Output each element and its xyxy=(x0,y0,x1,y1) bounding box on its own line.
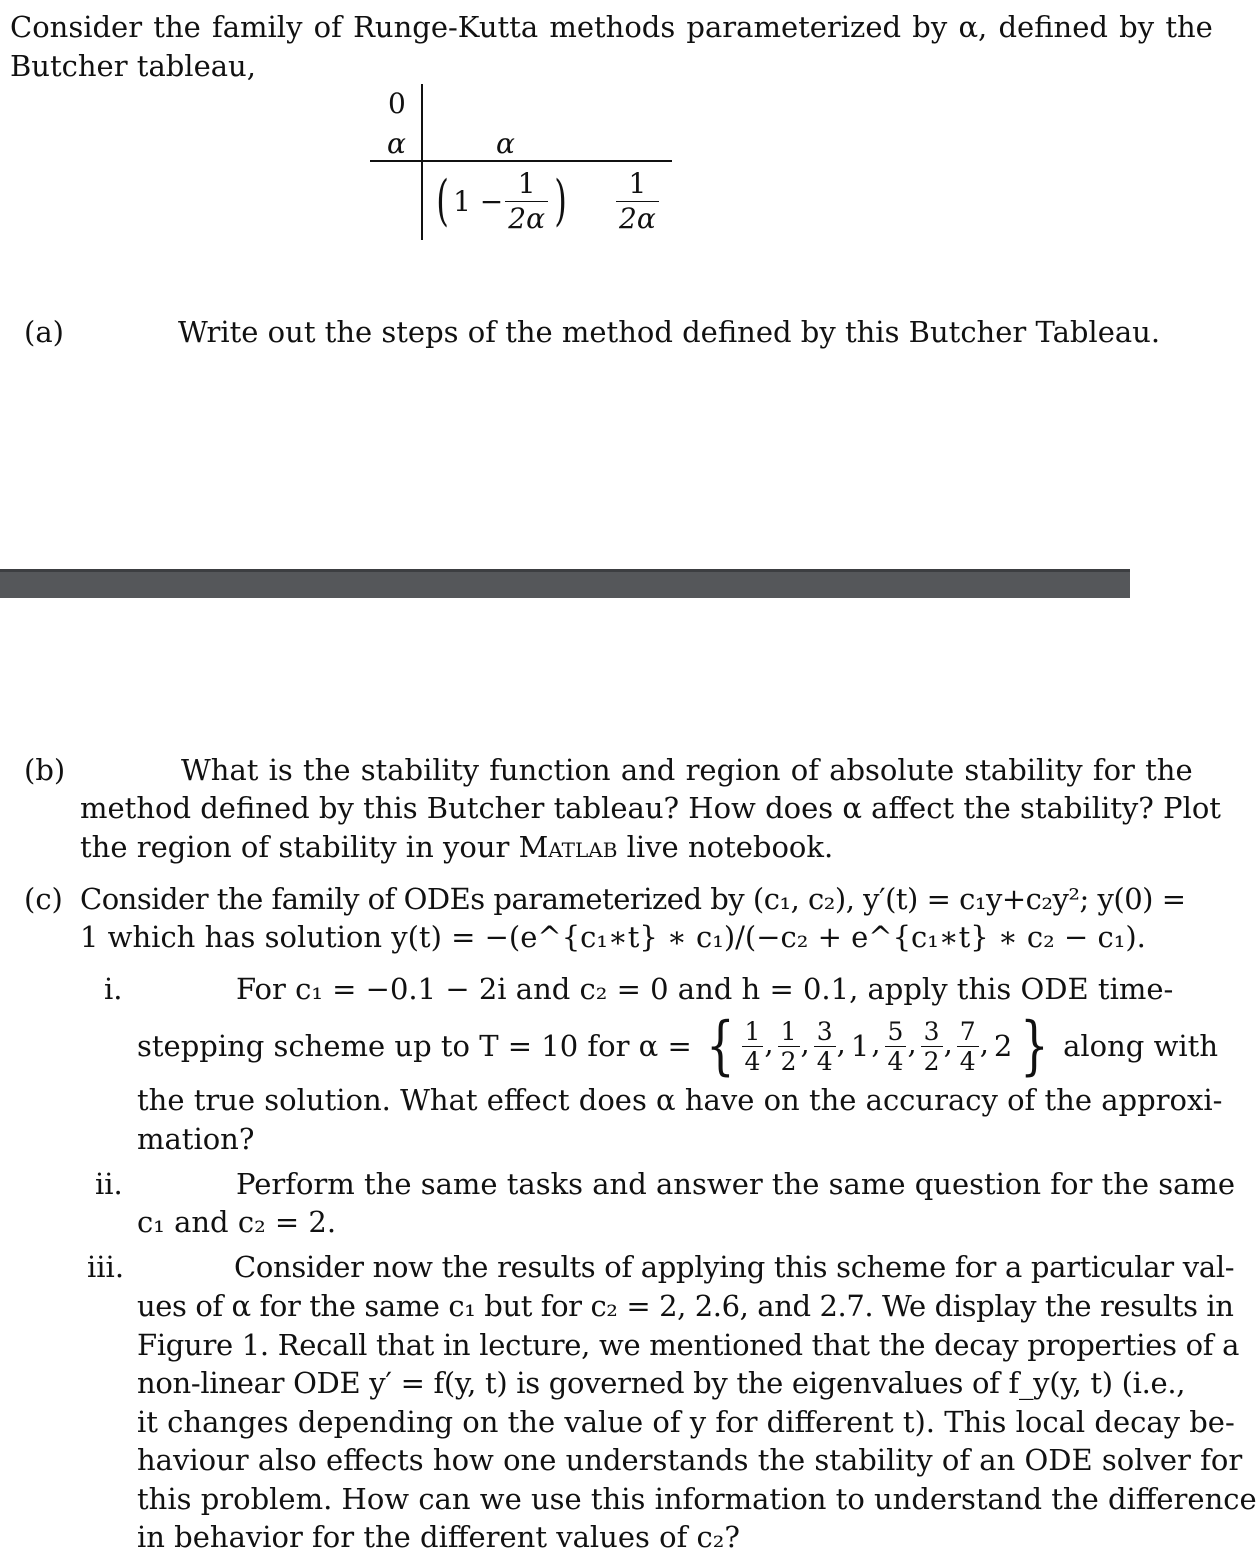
alpha-fraction xyxy=(742,1016,764,1076)
intro-line-1: Consider the family of Runge-Kutta methods parameterized by α, defined by the xyxy=(10,10,1213,44)
part-a-text: Write out the steps of the method defined by this Butcher Tableau. xyxy=(178,315,1161,349)
tableau-a-21: α xyxy=(496,127,515,160)
tableau-b-1-num: 1 xyxy=(505,170,548,202)
alpha-fraction xyxy=(921,1016,943,1076)
alpha-fraction-den: 4 xyxy=(959,1046,976,1076)
alpha-fraction-den: 2 xyxy=(923,1046,940,1076)
part-c-label: (c) xyxy=(24,882,63,916)
tableau-c-1: 0 xyxy=(388,87,406,120)
separator-band-edge xyxy=(0,569,1130,572)
alpha-fraction xyxy=(778,1016,800,1076)
alpha-fraction-num: 1 xyxy=(742,1019,764,1047)
alpha-separator: , xyxy=(979,1025,989,1060)
part-c-i-line-3: the true solution. What effect does α have on the accuracy of the approxi- xyxy=(137,1083,1223,1117)
part-b-line-2: method defined by this Butcher tableau? How does α affect the stability? Plot xyxy=(80,791,1221,825)
alpha-fraction-den: 4 xyxy=(816,1046,833,1076)
paren-open: ( xyxy=(436,169,449,232)
part-c-i-label: i. xyxy=(104,972,123,1006)
part-c-ii-line-1: Perform the same tasks and answer the same question for the same xyxy=(236,1167,1236,1201)
tableau-b-1-den: 2α xyxy=(508,201,545,235)
part-c-i-line-4: mation? xyxy=(137,1122,255,1156)
alpha-fraction-den: 4 xyxy=(744,1046,761,1076)
tableau-horizontal-rule xyxy=(370,160,672,162)
intro-line-2: Butcher tableau, xyxy=(10,49,256,83)
butcher-tableau xyxy=(360,80,680,240)
alpha-fraction xyxy=(957,1016,979,1076)
alpha-fraction-den: 4 xyxy=(887,1046,904,1076)
part-c-iii-line-7: this problem. How can we use this information to understand the difference xyxy=(137,1482,1257,1516)
separator-band xyxy=(0,569,1130,598)
tableau-b-1-prefix: 1 − xyxy=(453,184,504,218)
part-c-i-line-2-post: along with xyxy=(1063,1029,1219,1063)
alpha-fraction-num: 1 xyxy=(778,1019,800,1047)
part-c-iii-line-1: Consider now the results of applying this scheme for a particular val- xyxy=(234,1250,1235,1284)
alpha-fraction-num: 3 xyxy=(921,1019,943,1047)
part-c-line-1: Consider the family of ODEs parameterized by (c₁, c₂), y′(t) = c₁y+c₂y²; y(0) = xyxy=(80,882,1186,916)
tableau-b-1-fraction xyxy=(505,166,548,235)
part-a-label: (a) xyxy=(24,315,64,349)
part-c-iii-line-8: in behavior for the different values of c₂? xyxy=(137,1520,740,1554)
part-b-line-3-post: live notebook. xyxy=(626,830,834,864)
alpha-fraction-num: 5 xyxy=(885,1019,907,1047)
tableau-b-2 xyxy=(614,166,661,236)
part-c-iii-line-4: non-linear ODE y′ = f(y, t) is governed by the eigenvalues of f_y(y, t) (i.e., xyxy=(137,1366,1186,1400)
part-c-iii-line-3: Figure 1. Recall that in lecture, we mentioned that the decay properties of a xyxy=(137,1328,1240,1362)
part-b-line-3 xyxy=(80,828,833,867)
part-b-line-1: What is the stability function and region of absolute stability for the xyxy=(181,753,1193,787)
alpha-separator: , xyxy=(871,1025,881,1060)
paren-close: ) xyxy=(554,169,567,232)
part-c-line-2: 1 which has solution y(t) = −(e^{c₁∗t} ∗ c₁)/(−c₂ + e^{c₁∗t} ∗ c₂ − c₁). xyxy=(80,920,1146,954)
part-c-iii-line-6: haviour also effects how one understands the stability of an ODE solver for xyxy=(137,1443,1243,1477)
matlab-name: Matlab xyxy=(518,830,618,864)
part-b-line-3-pre: the region of stability in your xyxy=(80,830,510,864)
alpha-separator: , xyxy=(836,1025,846,1060)
part-c-iii-label: iii. xyxy=(87,1250,125,1284)
alpha-separator: , xyxy=(907,1025,917,1060)
tableau-b-1 xyxy=(432,166,571,236)
alpha-set-items xyxy=(741,1016,1015,1076)
alpha-value: 1 xyxy=(850,1029,870,1063)
alpha-fraction xyxy=(885,1016,907,1076)
alpha-fraction-num: 3 xyxy=(814,1019,836,1047)
alpha-set xyxy=(700,1009,1055,1083)
alpha-fraction xyxy=(814,1016,836,1076)
part-c-ii-line-2: c₁ and c₂ = 2. xyxy=(137,1205,337,1239)
alpha-fraction-num: 7 xyxy=(957,1019,979,1047)
tableau-c-2: α xyxy=(387,127,406,160)
brace-close: } xyxy=(1020,1009,1049,1083)
tableau-b-2-num: 1 xyxy=(616,170,659,202)
part-c-i-line-2 xyxy=(137,1010,1218,1082)
alpha-separator: , xyxy=(800,1025,810,1060)
tableau-b-2-den: 2α xyxy=(619,201,656,235)
part-c-i-line-1: For c₁ = −0.1 − 2i and c₂ = 0 and h = 0.1, apply this ODE time- xyxy=(236,972,1174,1006)
tableau-vertical-rule xyxy=(421,84,423,240)
alpha-value: 2 xyxy=(993,1029,1013,1063)
tableau-b-2-fraction xyxy=(616,166,659,235)
part-c-iii-line-5: it changes depending on the value of y for different t). This local decay be- xyxy=(137,1405,1235,1439)
alpha-separator: , xyxy=(764,1025,774,1060)
alpha-separator: , xyxy=(943,1025,953,1060)
alpha-fraction-den: 2 xyxy=(780,1046,797,1076)
part-b-label: (b) xyxy=(24,753,66,787)
part-c-i-line-2-pre: stepping scheme up to T = 10 for α = xyxy=(137,1029,692,1063)
brace-open: { xyxy=(705,1009,735,1083)
part-c-ii-label: ii. xyxy=(95,1167,123,1201)
part-c-iii-line-2: ues of α for the same c₁ but for c₂ = 2, 2.6, and 2.7. We display the results in xyxy=(137,1289,1234,1323)
